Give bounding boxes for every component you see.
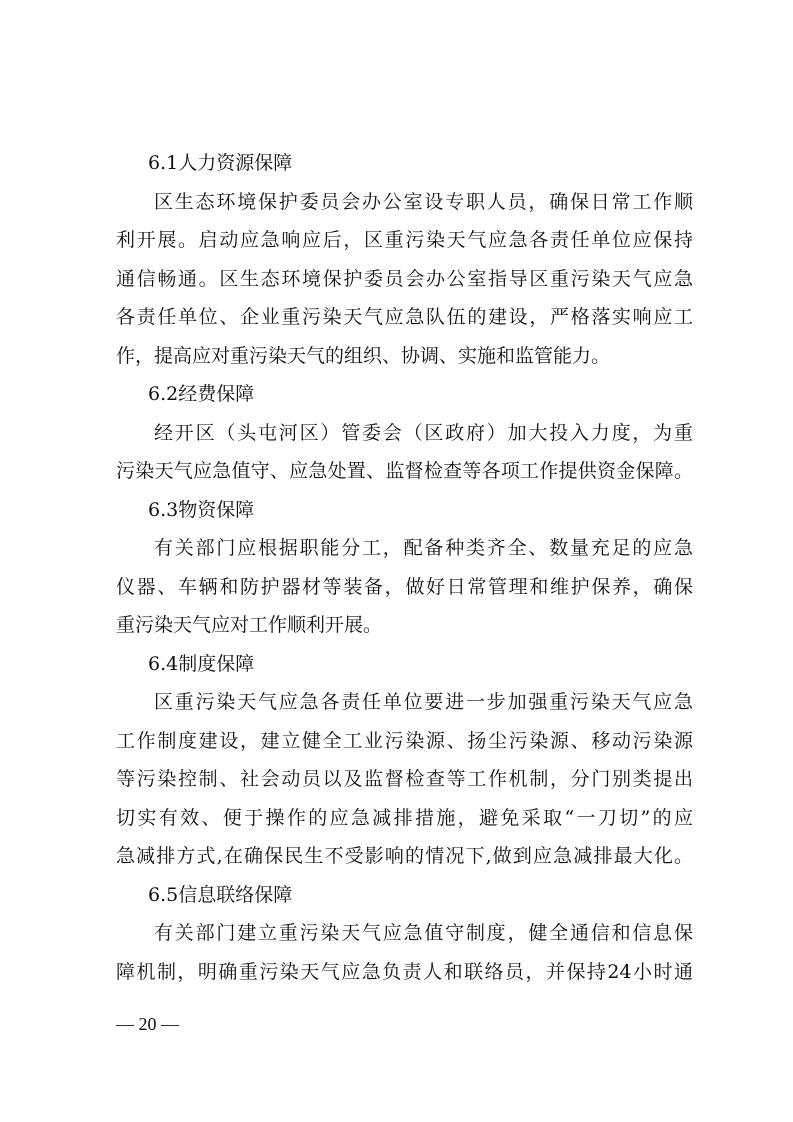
paragraph-line: 有关部门应根据职能分工，配备种类齐全、数量充足的应急 — [154, 537, 693, 559]
section-paragraph-6-4 — [116, 683, 693, 876]
paragraph-line: 作，提高应对重污染天气的组织、协调、实施和监管能力。 — [116, 344, 611, 367]
section-heading-6-1: 6.1人力资源保障 — [148, 152, 293, 174]
paragraph-line: 经开区（头屯河区）管委会（区政府）加大投入力度，为重 — [154, 421, 693, 444]
paragraph-line: 急减排方式,在确保民生不受影响的情况下,做到应急减排最大化。 — [116, 845, 693, 867]
section-heading-6-2: 6.2经费保障 — [148, 383, 255, 405]
section-heading-6-3: 6.3物资保障 — [148, 498, 255, 521]
paragraph-line: 切实有效、便于操作的应急减排措施，避免采取“一刀切”的应 — [116, 806, 693, 829]
paragraph-line: 重污染天气应对工作顺利开展。 — [116, 614, 383, 636]
section-heading-6-5: 6.5信息联络保障 — [148, 883, 293, 906]
section-paragraph-6-2 — [116, 414, 693, 491]
paragraph-line: 各责任单位、企业重污染天气应急队伍的建设，严格落实响应工 — [116, 306, 693, 328]
paragraph-line: 仪器、车辆和防护器材等装备，做好日常管理和维护保养，确保 — [116, 575, 693, 598]
section-paragraph-6-3 — [116, 529, 693, 645]
paragraph-line: 有关部门建立重污染天气应急值守制度，健全通信和信息保 — [154, 922, 693, 944]
paragraph-line: 污染天气应急值守、应急处置、监督检查等各项工作提供资金保障。 — [116, 460, 693, 482]
paragraph-line: 障机制，明确重污染天气应急负责人和联络员，并保持24小时通 — [116, 960, 693, 983]
page-number: — 20 — — [116, 1014, 179, 1034]
paragraph-line: 区重污染天气应急各责任单位要进一步加强重污染天气应急 — [154, 691, 693, 713]
paragraph-line: 工作制度建设，建立健全工业污染源、扬尘污染源、移动污染源 — [116, 729, 693, 752]
paragraph-line: 区生态环境保护委员会办公室设专职人员，确保日常工作顺 — [154, 190, 693, 213]
paragraph-line: 通信畅通。区生态环境保护委员会办公室指导区重污染天气应急 — [116, 267, 693, 290]
document-body — [116, 144, 693, 991]
section-heading-6-4: 6.4制度保障 — [148, 652, 255, 675]
paragraph-line: 利开展。启动应急响应后，区重污染天气应急各责任单位应保持 — [116, 229, 693, 251]
section-paragraph-6-5 — [116, 914, 693, 991]
paragraph-line: 等污染控制、社会动员以及监督检查等工作机制，分门别类提出 — [116, 768, 693, 790]
section-paragraph-6-1 — [116, 183, 693, 376]
